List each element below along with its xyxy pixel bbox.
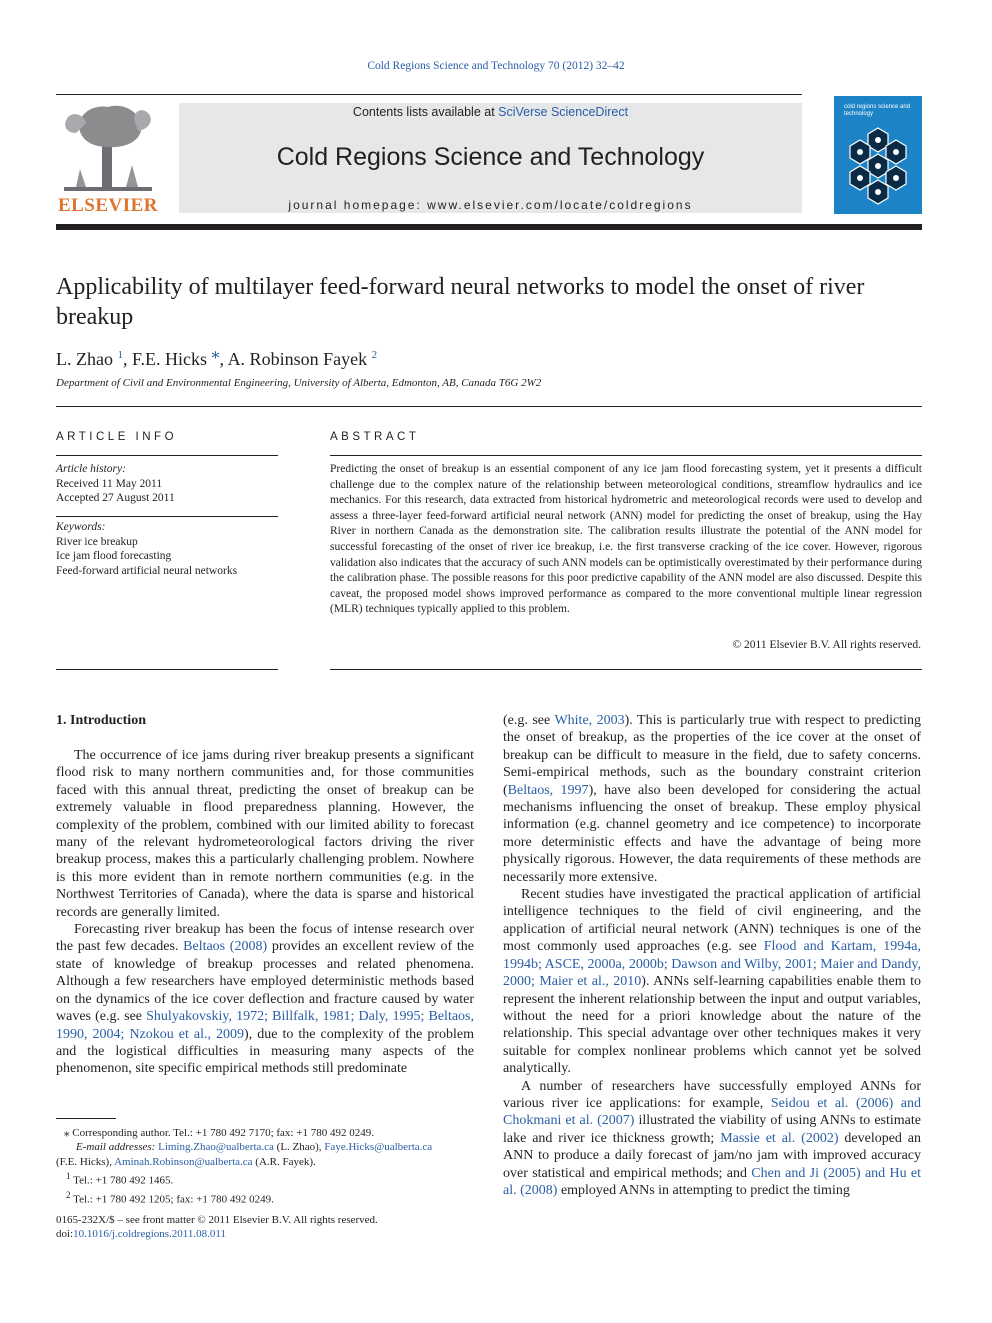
abstract-rule xyxy=(330,455,922,456)
section-heading: 1. Introduction xyxy=(56,713,146,728)
abstract-text: Predicting the onset of breakup is an essential component of any ice jam flood forecasting system, yet it presents a difficult challenge due to the complex nature of the relationship between meteorological conditions, streamflow hydraulics and ice mechanics. For this research, data extracted from historical hydrometric and meteorological records were used to develop and assess a three-layer feed-forward artificial neural network (ANN) model for predicting the onset of breakup, using the Hay River in northern Canada as the demonstration site. The calibration results illustrate the potential of the ANN model for successful forecasting of the onset of river ice breakup, i.e. the first transverse cracking of the ice cover. However, rigorous validation also indicates that the accuracy of such ANN models can be optimistically overestimated by their performance during the calibration phase. The possible reasons for this poor predictive capability of the ANN model are also discussed. Despite this caveat, the proposed model shows improved performance as compared to the more conventional multiple linear regression (MLR) techniques typically applied to this problem. xyxy=(330,463,922,616)
header-top-rule xyxy=(56,94,802,95)
cover-title: cold regions science and technology xyxy=(844,104,911,117)
keywords xyxy=(56,520,278,578)
header-thick-rule xyxy=(56,224,922,230)
tree-icon xyxy=(56,103,160,195)
author-list: L. Zhao $^1$, F.E. Hicks ⁎, A. Robinson Fayek $^2$ xyxy=(56,345,378,369)
author-name: F.E. Hicks xyxy=(131,349,208,369)
info-bottom-rule xyxy=(56,669,278,670)
paragraph: A number of researchers have successfully employed ANNs for various river ice applications: for example, Seidou et al. (2006) and Chokmani et al. (2007) illustrated the viability of using ANNs to estimate lake and river ice thickness growth; Massie et al. (2002) developed an ANN to produce a daily forecast of jam/no jam with improved accuracy over statistical and empirical methods; and Chen and Ji (2005) and Hu et al. (2008) employed ANNs in attempting to predict the timing xyxy=(503,1078,922,1198)
citation-link[interactable]: Seidou et al. (2006) and Chokmani et al. (2007) xyxy=(503,1095,921,1129)
footnotes xyxy=(56,1126,474,1207)
abstract-bottom-rule xyxy=(330,669,922,670)
email-footnote-cont: (F.E. Hicks), Aminah.Robinson@ualberta.ca (A.R. Fayek). xyxy=(56,1155,316,1168)
front-matter xyxy=(56,1213,474,1242)
keyword: Ice jam flood forecasting xyxy=(56,550,172,562)
left-column xyxy=(56,747,474,1078)
keyword: River ice breakup xyxy=(56,535,138,548)
abstract-copyright: © 2011 Elsevier B.V. All rights reserved. xyxy=(732,639,921,651)
journal-homepage[interactable]: journal homepage: www.elsevier.com/locate/coldregions xyxy=(288,198,693,212)
journal-reference[interactable]: Cold Regions Science and Technology 70 (2012) 32–42 xyxy=(367,60,625,72)
doi-line: doi:10.1016/j.coldregions.2011.08.011 xyxy=(56,1228,226,1241)
accepted-date: Accepted 27 August 2011 xyxy=(56,492,175,504)
doi-link[interactable]: 10.1016/j.coldregions.2011.08.011 xyxy=(73,1228,226,1241)
abstract-heading: ABSTRACT xyxy=(330,431,420,443)
corresponding-footnote: ⁎ Corresponding author. Tel.: +1 780 492 7170; fax: +1 780 492 0249. xyxy=(64,1127,374,1139)
info-rule xyxy=(56,455,278,456)
keywords-label: Keywords: xyxy=(56,521,106,533)
paragraph: The occurrence of ice jams during river breakup presents a significant flood risk to many northern communities and, for those communities faced with this annual threat, predicting the onset of breakup can be extremely valuable in flood preparedness planning. However, the complexity of the problem, combined with our limited ability to forecast many of the relevant hydrometeorological factors driving the river breakup process, makes this a particularly challenging problem. Nowhere is this more evident than in remote northern communities (e.g. in the Northwest Territories of Canada), where the data is sparse and historical records are generally limited. xyxy=(56,748,474,920)
history-label: Article history: xyxy=(56,463,126,475)
keyword: Feed-forward artificial neural networks xyxy=(56,564,238,577)
citation-link[interactable]: Massie et al. (2002) xyxy=(720,1130,839,1146)
footnote-rule xyxy=(56,1118,116,1119)
sciencedirect-link[interactable]: SciVerse ScienceDirect xyxy=(498,105,629,119)
contents-line: Contents lists available at SciVerse ScienceDirect xyxy=(352,105,629,119)
email-link[interactable]: Aminah.Robinson@ualberta.ca xyxy=(114,1155,253,1168)
affiliation: Department of Civil and Environmental Engineering, University of Alberta, Edmonton, AB, Canada T6G 2W2 xyxy=(56,377,542,389)
email-link[interactable]: Faye.Hicks@ualberta.ca xyxy=(324,1141,433,1154)
citation-link[interactable]: Flood and Kartam, 1994a, 1994b; ASCE, 2000a, 2000b; Dawson and Wilby, 2001; Maier and Dandy, 2000; Maier et al., 2010 xyxy=(503,939,921,990)
citation-link[interactable]: Beltaos, 1997 xyxy=(507,782,589,798)
author-name: L. Zhao xyxy=(56,349,113,369)
paragraph: Recent studies have investigated the practical application of artificial intelligence techniques to the field of civil engineering, and the application of artificial neural network (ANN) techniques is one of the most commonly used approaches (e.g. see Flood and Kartam, 1994a, 1994b; ASCE, 2000a, 2000b; Dawson and Wilby, 2001; Maier and Dandy, 2000; Maier et al., 2010). ANNs self-learning capabilities enable them to represent the inherent relationship between the input and output variables, without the need for a priori knowledge about the nature of the relationship. This special advantage over other techniques makes it very suitable for complex nonlinear problems which cannot yet be solved analytically. xyxy=(503,887,921,1077)
paragraph: Forecasting river breakup has been the focus of intense research over the past few decades. Beltaos (2008) provides an excellent review of the state of knowledge of breakup processes and related phenomena. Although a few researchers have employed deterministic methods based on the dynamics of the ice cover deflection and fracture caused by water waves (e.g. see Shulyakovskiy, 1972; Billfalk, 1981; Daly, 1995; Beltaos, 1990, 2004; Nzokou et al., 2009), due to the complexity of the problem and the logistical difficulties in measuring many aspects of the phenomenon, site specific empirical methods still predominate xyxy=(56,922,474,1077)
author-name: A. Robinson Fayek xyxy=(227,349,368,369)
elsevier-wordmark: ELSEVIER xyxy=(57,195,159,216)
paragraph: (e.g. see White, 2003). This is particularly true with respect to predicting the onset of breakup, as the properties of the ice cover at the onset of breakup can be difficult to measure in the field, due to safety concerns. Semi-empirical methods, such as the boundary constraint criterion (Beltaos, 1997), have also been developed for considering the actual mechanisms influencing the onset of breakup. These employ physical information (e.g. channel geometry and ice competence) to incorporate more deterministic effects and have the advantage of being more physically rigorous. However, the data requirements of these methods are necessarily more extensive. xyxy=(503,713,922,885)
info-rule xyxy=(56,516,278,517)
citation-link[interactable]: Beltaos (2008) xyxy=(183,939,268,955)
issn-line: 0165-232X/$ – see front matter © 2011 Elsevier B.V. All rights reserved. xyxy=(56,1214,378,1226)
article-history xyxy=(56,462,278,506)
email-footnote: E-mail addresses: Liming.Zhao@ualberta.ca (L. Zhao), Faye.Hicks@ualberta.ca xyxy=(76,1141,433,1154)
journal-title: Cold Regions Science and Technology xyxy=(276,143,705,171)
footnote-2: $^2$ Tel.: +1 780 492 1205; fax: +1 780 492 0249. xyxy=(66,1190,274,1206)
footnote-1: $^1$ Tel.: +1 780 492 1465. xyxy=(66,1171,174,1187)
article-info-heading: ARTICLE INFO xyxy=(56,431,178,443)
journal-cover xyxy=(834,96,922,214)
citation-link[interactable]: Shulyakovskiy, 1972; Billfalk, 1981; Daly, 1995; Beltaos, 1990, 2004; Nzokou et al., 2009 xyxy=(56,1009,474,1042)
right-column xyxy=(503,712,921,1199)
citation-link[interactable]: Chen and Ji (2005) and Hu et al. (2008) xyxy=(503,1165,922,1198)
email-link[interactable]: Liming.Zhao@ualberta.ca xyxy=(158,1141,274,1154)
journal-banner xyxy=(179,103,802,213)
author-footnote-mark[interactable]: 1 xyxy=(117,349,123,361)
received-date: Received 11 May 2011 xyxy=(56,477,163,490)
hexagon-pattern-icon xyxy=(840,126,916,210)
citation-link[interactable]: White, 2003 xyxy=(554,713,625,728)
elsevier-logo xyxy=(56,103,160,215)
corresponding-author-mark[interactable]: ⁎ xyxy=(211,345,220,362)
title-rule xyxy=(56,406,922,407)
article-title: Applicability of multilayer feed-forward neural networks to model the onset of river breakup xyxy=(56,274,865,330)
author-footnote-mark[interactable]: 2 xyxy=(371,349,378,361)
